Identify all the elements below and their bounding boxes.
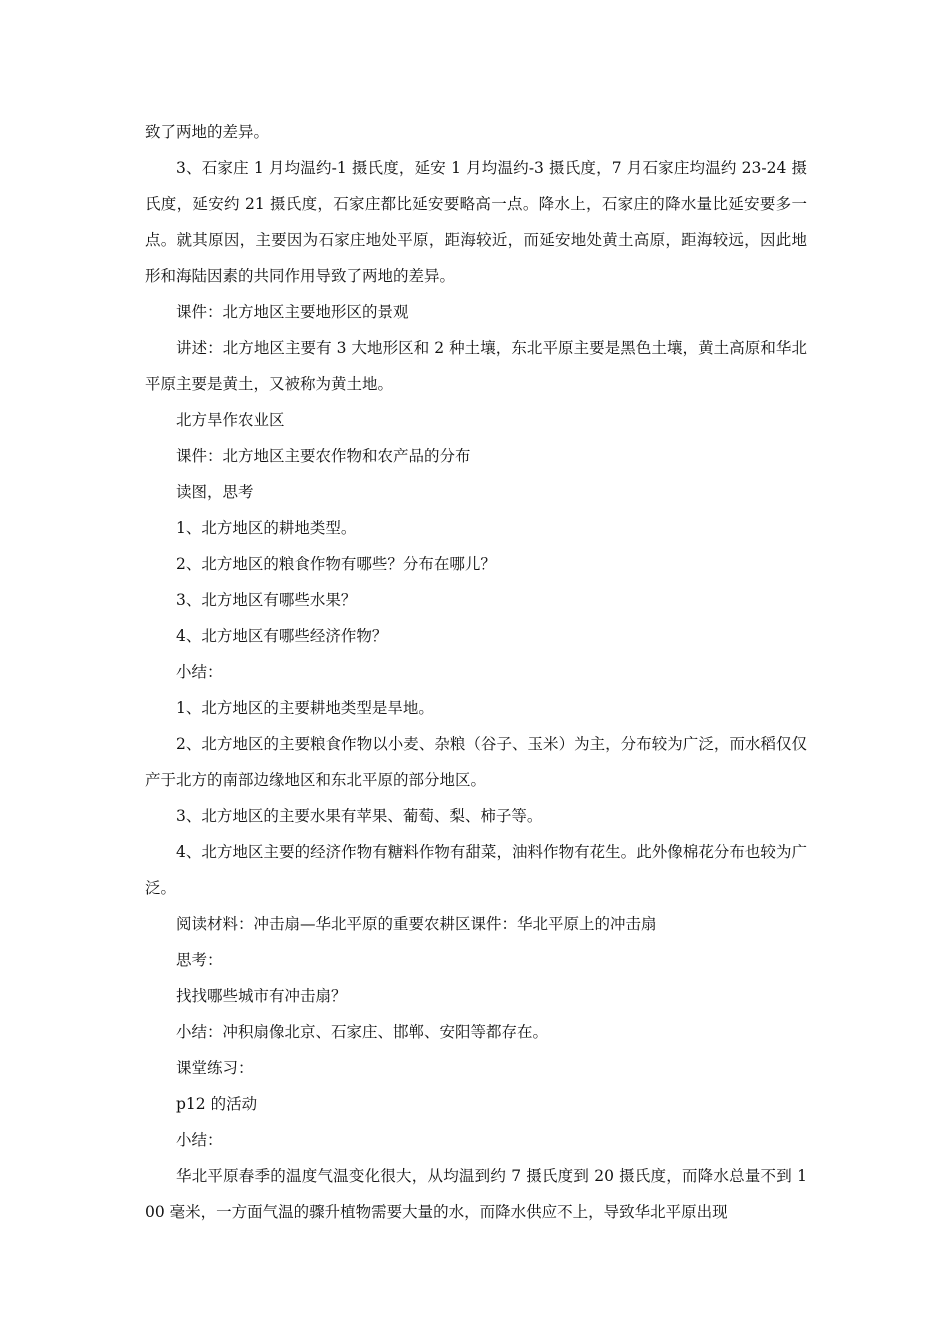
- paragraph-6: 课件：北方地区主要农作物和农产品的分布: [176, 447, 471, 465]
- paragraph-12: 小结：: [176, 663, 223, 681]
- paragraph-19: 找找哪些城市有冲击扇？: [176, 987, 347, 1005]
- paragraph-15: 3、北方地区的主要水果有苹果、葡萄、梨、柿子等。: [176, 807, 543, 825]
- paragraph-17: 阅读材料：冲击扇—华北平原的重要农耕区课件：华北平原上的冲击扇: [176, 915, 657, 933]
- paragraph-21: 课堂练习：: [176, 1059, 254, 1077]
- paragraph-11: 4、北方地区有哪些经济作物？: [176, 627, 388, 645]
- paragraph-14: 2、北方地区的主要粮食作物以小麦、杂粮（谷子、玉米）为主，分布较为广泛，而水稻仅仅产于北方的南部边缘地区和东北平原的部分地区。: [145, 735, 807, 789]
- paragraph-22: p12 的活动: [176, 1095, 258, 1113]
- paragraph-16: 4、北方地区主要的经济作物有糖料作物有甜菜，油料作物有花生。此外像棉花分布也较为广泛。: [145, 843, 807, 897]
- paragraph-2: 3、石家庄 1 月均温约-1 摄氏度，延安 1 月均温约-3 摄氏度，7 月石家庄均温约 23-24 摄氏度，延安约 21 摄氏度，石家庄都比延安要略高一点。降水上，石家庄的降水量比延安要多一点。就其原因，主要因为石家庄地处平原，距海较近，而延安地处黄土高原，距海较远，因此地形和海陆因素的共同作用导致了两地的差异。: [145, 159, 807, 285]
- paragraph-24: 华北平原春季的温度气温变化很大，从均温到约 7 摄氏度到 20 摄氏度，而降水总量不到 100 毫米，一方面气温的骤升植物需要大量的水，而降水供应不上，导致华北平原出现: [145, 1167, 807, 1221]
- paragraph-18: 思考：: [176, 951, 223, 969]
- paragraph-10: 3、北方地区有哪些水果？: [176, 591, 357, 609]
- paragraph-1: 致了两地的差异。: [145, 123, 270, 141]
- paragraph-23: 小结：: [176, 1131, 223, 1149]
- document-body: [145, 114, 807, 1230]
- paragraph-8: 1、北方地区的耕地类型。: [176, 519, 357, 537]
- paragraph-20: 小结：冲积扇像北京、石家庄、邯郸、安阳等都存在。: [176, 1023, 549, 1041]
- paragraph-13: 1、北方地区的主要耕地类型是旱地。: [176, 699, 434, 717]
- paragraph-7: 读图，思考: [176, 483, 254, 501]
- paragraph-5: 北方旱作农业区: [176, 411, 285, 429]
- paragraph-4: 讲述：北方地区主要有 3 大地形区和 2 种土壤，东北平原主要是黑色土壤，黄土高原和华北平原主要是黄土，又被称为黄土地。: [145, 339, 807, 393]
- paragraph-3: 课件：北方地区主要地形区的景观: [176, 303, 409, 321]
- paragraph-9: 2、北方地区的粮食作物有哪些？分布在哪儿？: [176, 555, 496, 573]
